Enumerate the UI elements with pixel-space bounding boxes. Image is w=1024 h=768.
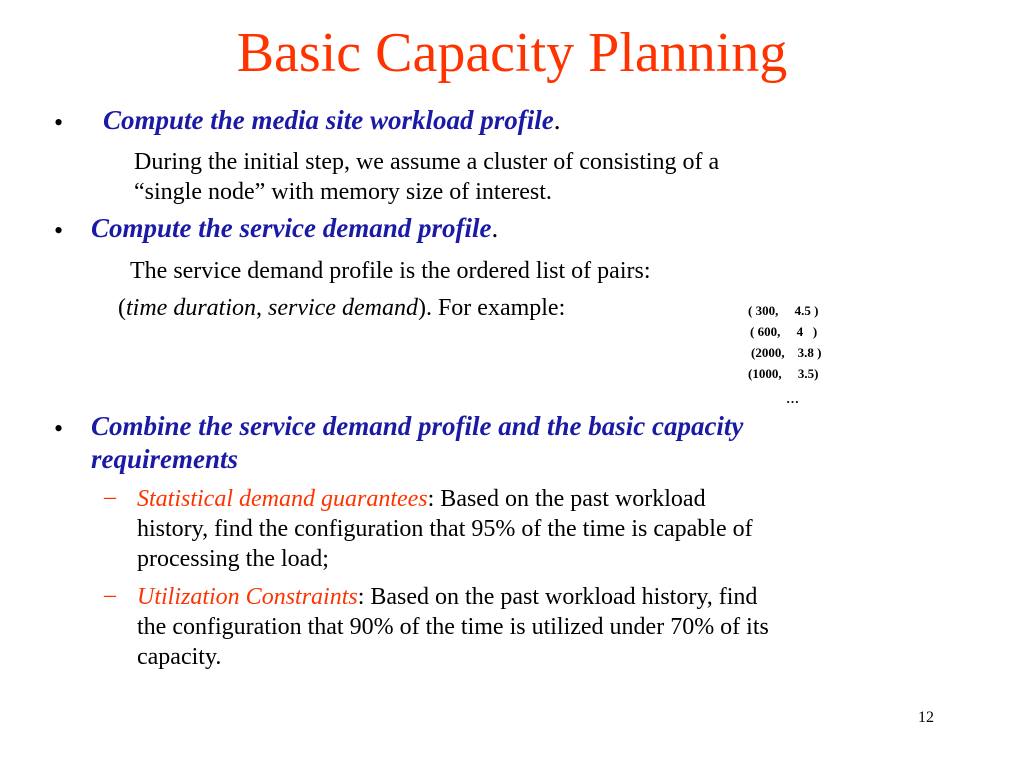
- example-comma: ,: [256, 295, 268, 321]
- pair-ellipsis: …: [786, 391, 799, 406]
- sub-item-2-text-1: : Based on the past workload history, find: [357, 584, 758, 610]
- pair-2: ( 600, 4 ): [750, 324, 818, 339]
- bullet-heading-1: [103, 105, 561, 136]
- bullet-1-body-line-1: During the initial step, we assume a cluster of consisting of a: [134, 149, 720, 175]
- pair-4: (1000, 3.5): [748, 366, 819, 381]
- sub-item-1-label: Statistical demand guarantees: [137, 486, 428, 512]
- bullet-heading-1-text: Compute the media site workload profile: [103, 105, 554, 135]
- bullet-heading-2-text: Compute the service demand profile: [91, 213, 492, 243]
- sub-item-2-label: Utilization Constraints: [137, 584, 358, 610]
- bullet-marker-1: •: [54, 108, 64, 137]
- slide-page-number: 12: [918, 709, 934, 726]
- bullet-1-body-line-2: “single node” with memory size of interest.: [134, 179, 552, 205]
- sub-item-2-dash: –: [104, 582, 116, 608]
- sub-item-2-line-1: [137, 582, 757, 612]
- sub-item-1-line-2: history, find the configuration that 95% of the time is capable of: [137, 516, 753, 542]
- bullet-heading-3-line-2: requirements: [91, 444, 239, 474]
- example-open-paren: (: [118, 295, 126, 321]
- sub-item-1-line-3: processing the load;: [137, 546, 329, 572]
- bullet-marker-3: •: [54, 414, 64, 443]
- sub-item-2-line-3: capacity.: [137, 644, 222, 670]
- example-close: ). For example:: [417, 295, 566, 321]
- bullet-2-example: [118, 293, 565, 323]
- sub-item-2-line-2: the configuration that 90% of the time is utilized under 70% of its: [137, 614, 769, 640]
- bullet-2-body-line-1: The service demand profile is the ordered list of pairs:: [130, 258, 651, 284]
- pair-1: ( 300, 4.5 ): [748, 303, 819, 318]
- example-term-time-duration: time duration: [126, 295, 256, 321]
- example-term-service-demand: service demand: [268, 295, 418, 321]
- bullet-heading-1-suffix: .: [553, 105, 561, 135]
- sub-item-1-text-1: : Based on the past workload: [427, 486, 706, 512]
- bullet-heading-3-line-1: Combine the service demand profile and the basic capacity: [91, 411, 744, 441]
- bullet-marker-2: •: [54, 216, 64, 245]
- slide-title: Basic Capacity Planning: [236, 22, 788, 84]
- pair-3: (2000, 3.8 ): [751, 345, 822, 360]
- sub-item-1-line-1: [137, 484, 706, 514]
- bullet-heading-2-suffix: .: [491, 213, 499, 243]
- sub-item-1-dash: –: [104, 484, 116, 510]
- bullet-heading-2: [91, 213, 498, 244]
